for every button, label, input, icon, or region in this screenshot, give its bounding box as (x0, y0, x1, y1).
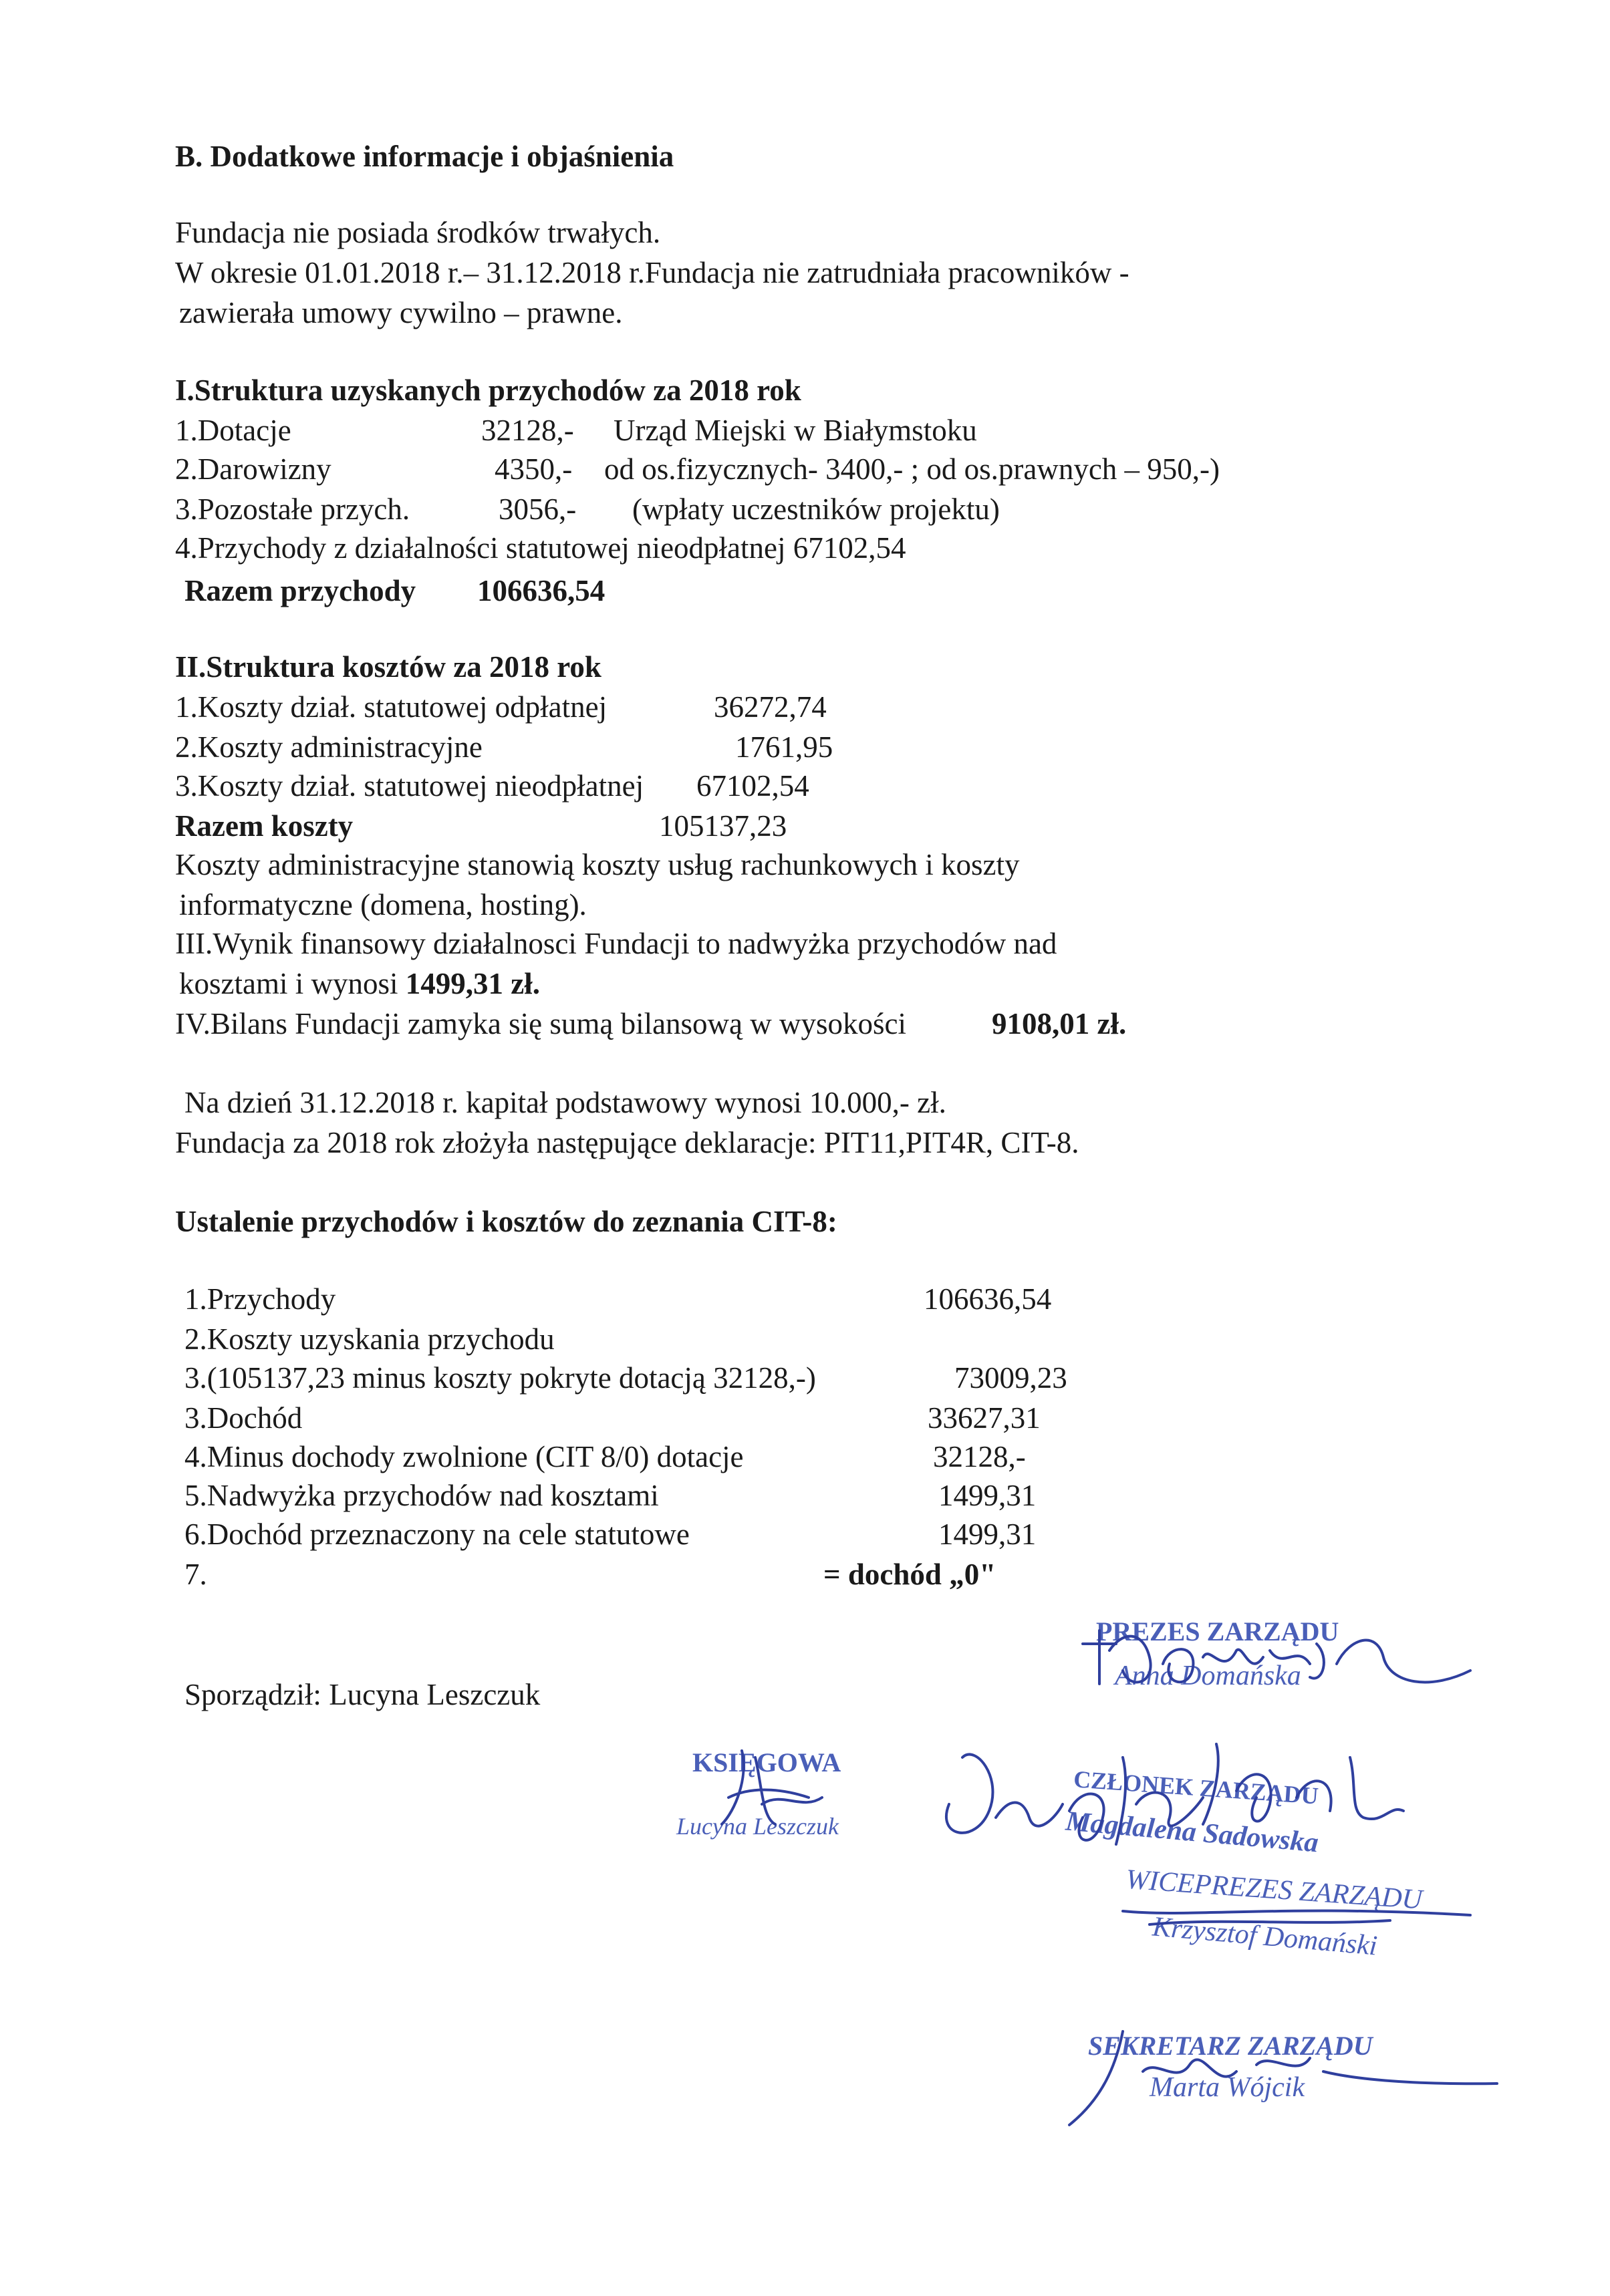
cit-label: 4.Minus dochody zwolnione (CIT 8/0) dotacje (184, 1440, 744, 1473)
cit-label: 3.(105137,23 minus koszty pokryte dotacją 32128,-) (184, 1361, 816, 1395)
revenue-note: (wpłaty uczestników projektu) (632, 492, 1000, 526)
revenue-total-value: 106636,54 (477, 574, 606, 607)
paragraph: Koszty administracyjne stanowią koszty usług rachunkowych i koszty (175, 848, 1020, 881)
revenue-label: 2.Darowizny (175, 452, 331, 486)
cit-label: 2.Koszty uzyskania przychodu (184, 1322, 555, 1356)
paragraph: zawierała umowy cywilno – prawne. (179, 296, 623, 329)
cost-amount: 67102,54 (696, 769, 809, 803)
stamp-title: PREZES ZARZĄDU (1096, 1616, 1339, 1646)
signature-sekretarz (1056, 2005, 1510, 2138)
balance-text: IV.Bilans Fundacji zamyka się sumą bilansową w wysokości (175, 1007, 907, 1040)
cost-label: 1.Koszty dział. statutowej odpłatnej (175, 690, 608, 724)
stamp-title: CZŁONEK ZARZĄDU (1073, 1765, 1320, 1810)
stamp-name: Krzysztof Domański (1151, 1911, 1379, 1962)
balance-value: 9108,01 zł. (992, 1007, 1127, 1040)
result-value: 1499,31 zł. (405, 967, 540, 1000)
signature-czlonek (922, 1717, 1430, 1864)
costs-title: II.Struktura kosztów za 2018 rok (175, 650, 601, 684)
costs-total-value: 105137,23 (659, 809, 787, 843)
cit-label: 7. (184, 1558, 207, 1591)
stamp-title: KSIĘGOWA (692, 1747, 841, 1777)
paragraph: Na dzień 31.12.2018 r. kapitał podstawowy wynosi 10.000,- zł. (184, 1086, 946, 1119)
revenue-amount: 3056,- (499, 492, 577, 526)
stamp-title: SEKRETARZ ZARZĄDU (1088, 2031, 1373, 2061)
revenue-note: od os.fizycznych- 3400,- ; od os.prawnych – 950,-) (604, 452, 1220, 486)
paragraph: Fundacja za 2018 rok złożyła następujące deklaracje: PIT11,PIT4R, CIT-8. (175, 1126, 1079, 1159)
cit-label: 6.Dochód przeznaczony na cele statutowe (184, 1518, 690, 1551)
stamp-name: Lucyna Leszczuk (676, 1813, 839, 1840)
cit-title: Ustalenie przychodów i kosztów do zeznania CIT-8: (175, 1205, 837, 1238)
paragraph (179, 965, 540, 1002)
cit-amount: = dochód „0" (823, 1558, 996, 1591)
cit-amount: 73009,23 (954, 1361, 1067, 1395)
revenue-note: Urząd Miejski w Białymstoku (614, 414, 977, 447)
result-text: kosztami i wynosi (179, 967, 406, 1000)
paragraph: Fundacja nie posiada środków trwałych. (175, 216, 661, 249)
stamp-name: Magdalena Sadowska (1064, 1806, 1320, 1859)
signature-prezes (1069, 1604, 1484, 1704)
stamp-name: Marta Wójcik (1150, 2072, 1305, 2103)
revenue-label: 4.Przychody z działalności statutowej nieodpłatnej 67102,54 (175, 531, 906, 565)
cit-amount: 1499,31 (938, 1518, 1037, 1551)
paragraph: informatyczne (domena, hosting). (179, 888, 587, 921)
cost-label: 3.Koszty dział. statutowej nieodpłatnej (175, 769, 644, 803)
stamp-title: WICEPREZES ZARZĄDU (1124, 1864, 1424, 1916)
revenue-total-label: Razem przychody (184, 574, 416, 607)
stamp-name: Anna Domańska (1115, 1661, 1301, 1691)
prepared-by: Sporządził: Lucyna Leszczuk (184, 1678, 541, 1711)
section-title: B. Dodatkowe informacje i objaśnienia (175, 140, 674, 173)
cost-amount: 36272,74 (714, 690, 827, 724)
revenue-label: 3.Pozostałe przych. (175, 492, 410, 526)
revenue-amount: 4350,- (495, 452, 573, 486)
revenue-label: 1.Dotacje (175, 414, 291, 447)
cit-amount: 106636,54 (924, 1282, 1052, 1316)
cit-label: 3.Dochód (184, 1401, 303, 1435)
signature-wiceprezes (1109, 1871, 1484, 1951)
revenue-title: I.Struktura uzyskanych przychodów za 2018 rok (175, 374, 801, 407)
cit-amount: 32128,- (933, 1440, 1026, 1473)
cit-amount: 33627,31 (928, 1401, 1041, 1435)
costs-total-label: Razem koszty (175, 809, 354, 843)
cost-label: 2.Koszty administracyjne (175, 730, 483, 764)
revenue-amount: 32128,- (481, 414, 574, 447)
paragraph: III.Wynik finansowy działalnosci Fundacji to nadwyżka przychodów nad (175, 927, 1057, 960)
cit-label: 5.Nadwyżka przychodów nad kosztami (184, 1479, 659, 1512)
paragraph: W okresie 01.01.2018 r.– 31.12.2018 r.Fundacja nie zatrudniała pracowników - (175, 256, 1129, 289)
cit-amount: 1499,31 (938, 1479, 1037, 1512)
cost-amount: 1761,95 (735, 730, 833, 764)
signature-ksiegowa (668, 1737, 869, 1838)
cit-label: 1.Przychody (184, 1282, 336, 1316)
